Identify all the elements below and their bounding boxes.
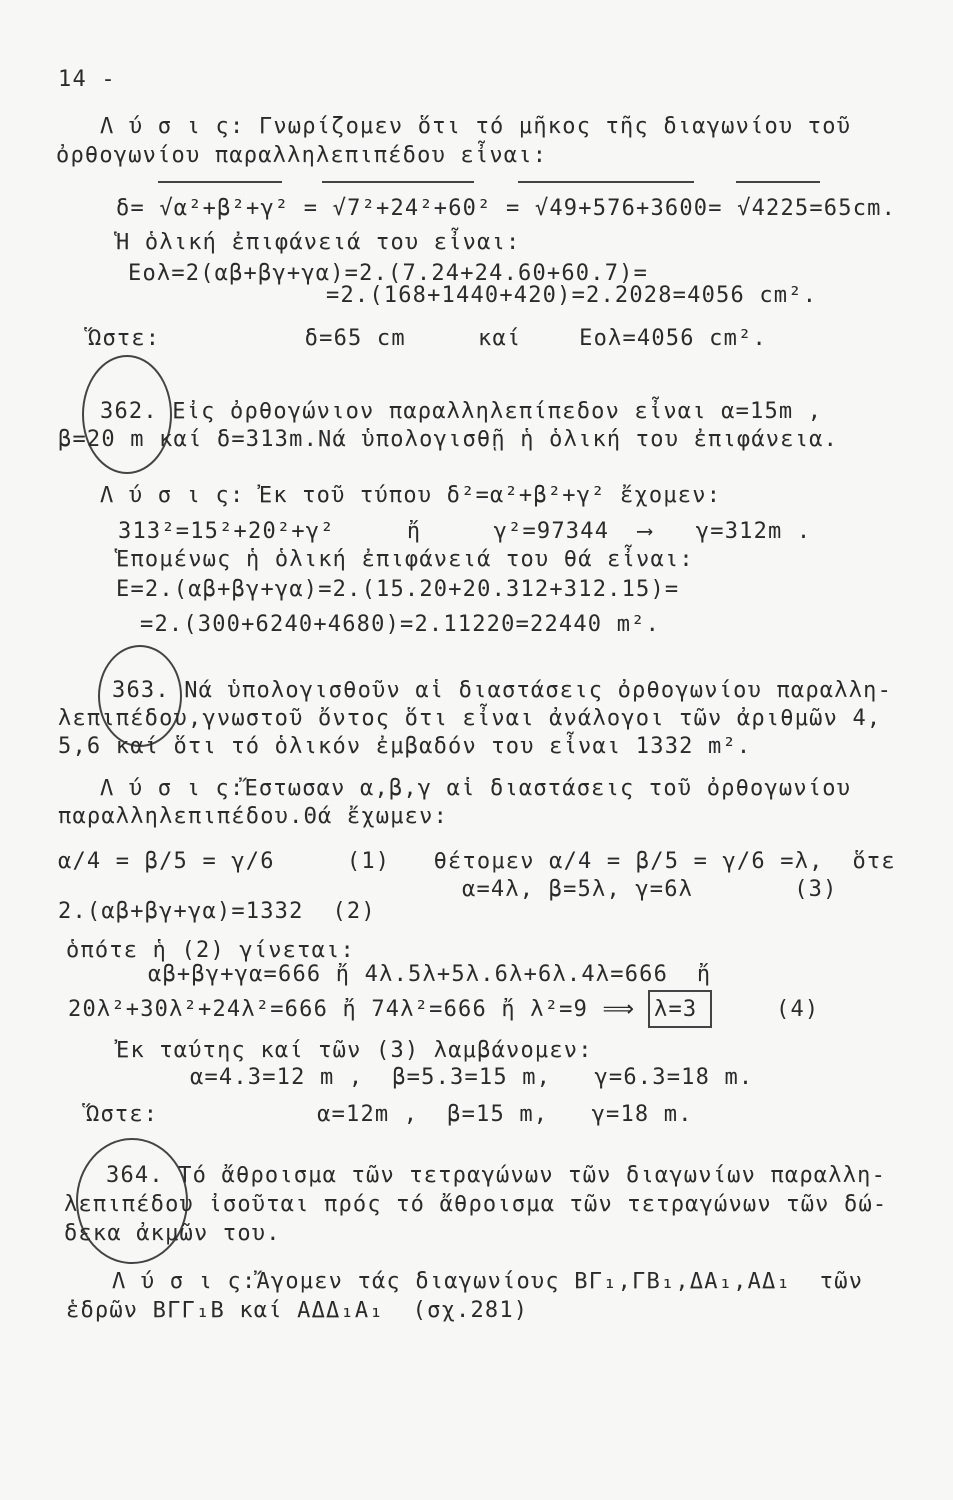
text-line: Ἡ ὁλική ἐπιφάνειά του εἶναι: [116, 230, 521, 255]
formula-line: 20λ²+30λ²+24λ²=666 ἤ 74λ²=666 ἤ λ²=9 ⟹ [68, 997, 636, 1022]
formula-line: =2.(300+6240+4680)=2.11220=22440 m². [140, 612, 661, 637]
formula-line: α=4λ, β=5λ, γ=6λ (3) [462, 877, 838, 902]
text-line: ἑδρῶν ΒΓΓ₁Β καί ΑΔΔ₁Α₁ (σχ.281) [66, 1298, 529, 1323]
conclusion-line: Ὥστε: δ=65 cm καί Eολ=4056 cm². [88, 326, 767, 351]
solution-line: Λ ύ σ ι ς: Ἐκ τοῦ τύπου δ²=α²+β²+γ² ἔχομεν: [100, 483, 722, 508]
problem-statement: λεπιπέδου ἰσοῦται πρός τό ἄθροισμα τῶν τετραγώνων τῶν δώ- [64, 1192, 888, 1217]
formula-line: E=2.(αβ+βγ+γα)=2.(15.20+20.312+312.15)= [116, 577, 680, 602]
problem-statement: λεπιπέδου,γνωστοῦ ὄντος ὅτι εἶναι ἀνάλογοι τῶν ἀριθμῶν 4, [58, 706, 882, 731]
formula-line: α/4 = β/5 = γ/6 (1) θέτομεν α/4 = β/5 = γ/6 =λ, ὅτε [58, 849, 896, 874]
formula-line: αβ+βγ+γα=666 ἤ 4λ.5λ+5λ.6λ+6λ.4λ=666 ἤ [148, 962, 712, 987]
formula-line: 313²=15²+20²+γ² ἤ γ²=97344 ⟶ γ=312m . [118, 519, 812, 544]
equation-number: (4) [776, 997, 820, 1022]
page-number: 14 - [58, 67, 116, 92]
problem-statement: 362. Εἰς ὀρθογώνιον παραλληλεπίπεδον εἶναι α=15m , [100, 399, 823, 424]
formula-line: Eολ=2(αβ+βγ+γα)=2.(7.24+24.60+60.7)= [128, 261, 649, 286]
problem-statement: β=20 m καί δ=313m.Νά ὑπολογισθῇ ἡ ὁλική του ἐπιφάνεια. [58, 427, 839, 452]
text-line: Ἑπομένως ἡ ὁλική ἐπιφάνειά του θά εἶναι: [116, 547, 694, 572]
problem-statement: δεκα ἀκμῶν του. [64, 1221, 281, 1246]
problem-statement: 363. Νά ὑπολογισθοῦν αἱ διαστάσεις ὀρθογωνίου παραλλη- [112, 678, 893, 703]
radical-bar [158, 181, 282, 183]
solution-line: Λ ύ σ ι ς:Ἄγομεν τάς διαγωνίους ΒΓ₁,ΓΒ₁,ΔΑ₁,ΑΔ₁ τῶν [112, 1269, 864, 1294]
text-line: ὀρθογωνίου παραλληλεπιπέδου εἶναι: [56, 143, 548, 168]
text-line: παραλληλεπιπέδου.Θά ἔχωμεν: [58, 804, 449, 829]
formula-line: 2.(αβ+βγ+γα)=1332 (2) [58, 899, 376, 924]
problem-statement: 364. Τό ἄθροισμα τῶν τετραγώνων τῶν διαγωνίων παραλλη- [106, 1163, 887, 1188]
radical-bar [736, 181, 820, 183]
formula-line: =2.(168+1440+420)=2.2028=4056 cm². [326, 283, 818, 308]
formula-line: α=4.3=12 m , β=5.3=15 m, γ=6.3=18 m. [190, 1065, 754, 1090]
radical-bar [322, 181, 474, 183]
solution-line: Λ ύ σ ι ς:Ἔστωσαν α,β,γ αἱ διαστάσεις τοῦ ὀρθογωνίου [100, 776, 852, 801]
text-line: ὁπότε ἡ (2) γίνεται: [66, 938, 355, 963]
boxed-result: λ=3 [654, 997, 698, 1022]
formula-line: δ= √α²+β²+γ² = √7²+24²+60² = √49+576+3600= √4225=65cm. [116, 196, 897, 221]
radical-bar [518, 181, 694, 183]
text-line: Ἐκ ταύτης καί τῶν (3) λαμβάνομεν: [116, 1038, 593, 1063]
problem-statement: 5,6 καί ὅτι τό ὁλικόν ἐμβαδόν του εἶναι 1332 m². [58, 734, 752, 759]
conclusion-line: Ὥστε: α=12m , β=15 m, γ=18 m. [86, 1102, 693, 1127]
text-line: Λ ύ σ ι ς: Γνωρίζομεν ὅτι τό μῆκος τῆς διαγωνίου τοῦ [100, 114, 852, 139]
